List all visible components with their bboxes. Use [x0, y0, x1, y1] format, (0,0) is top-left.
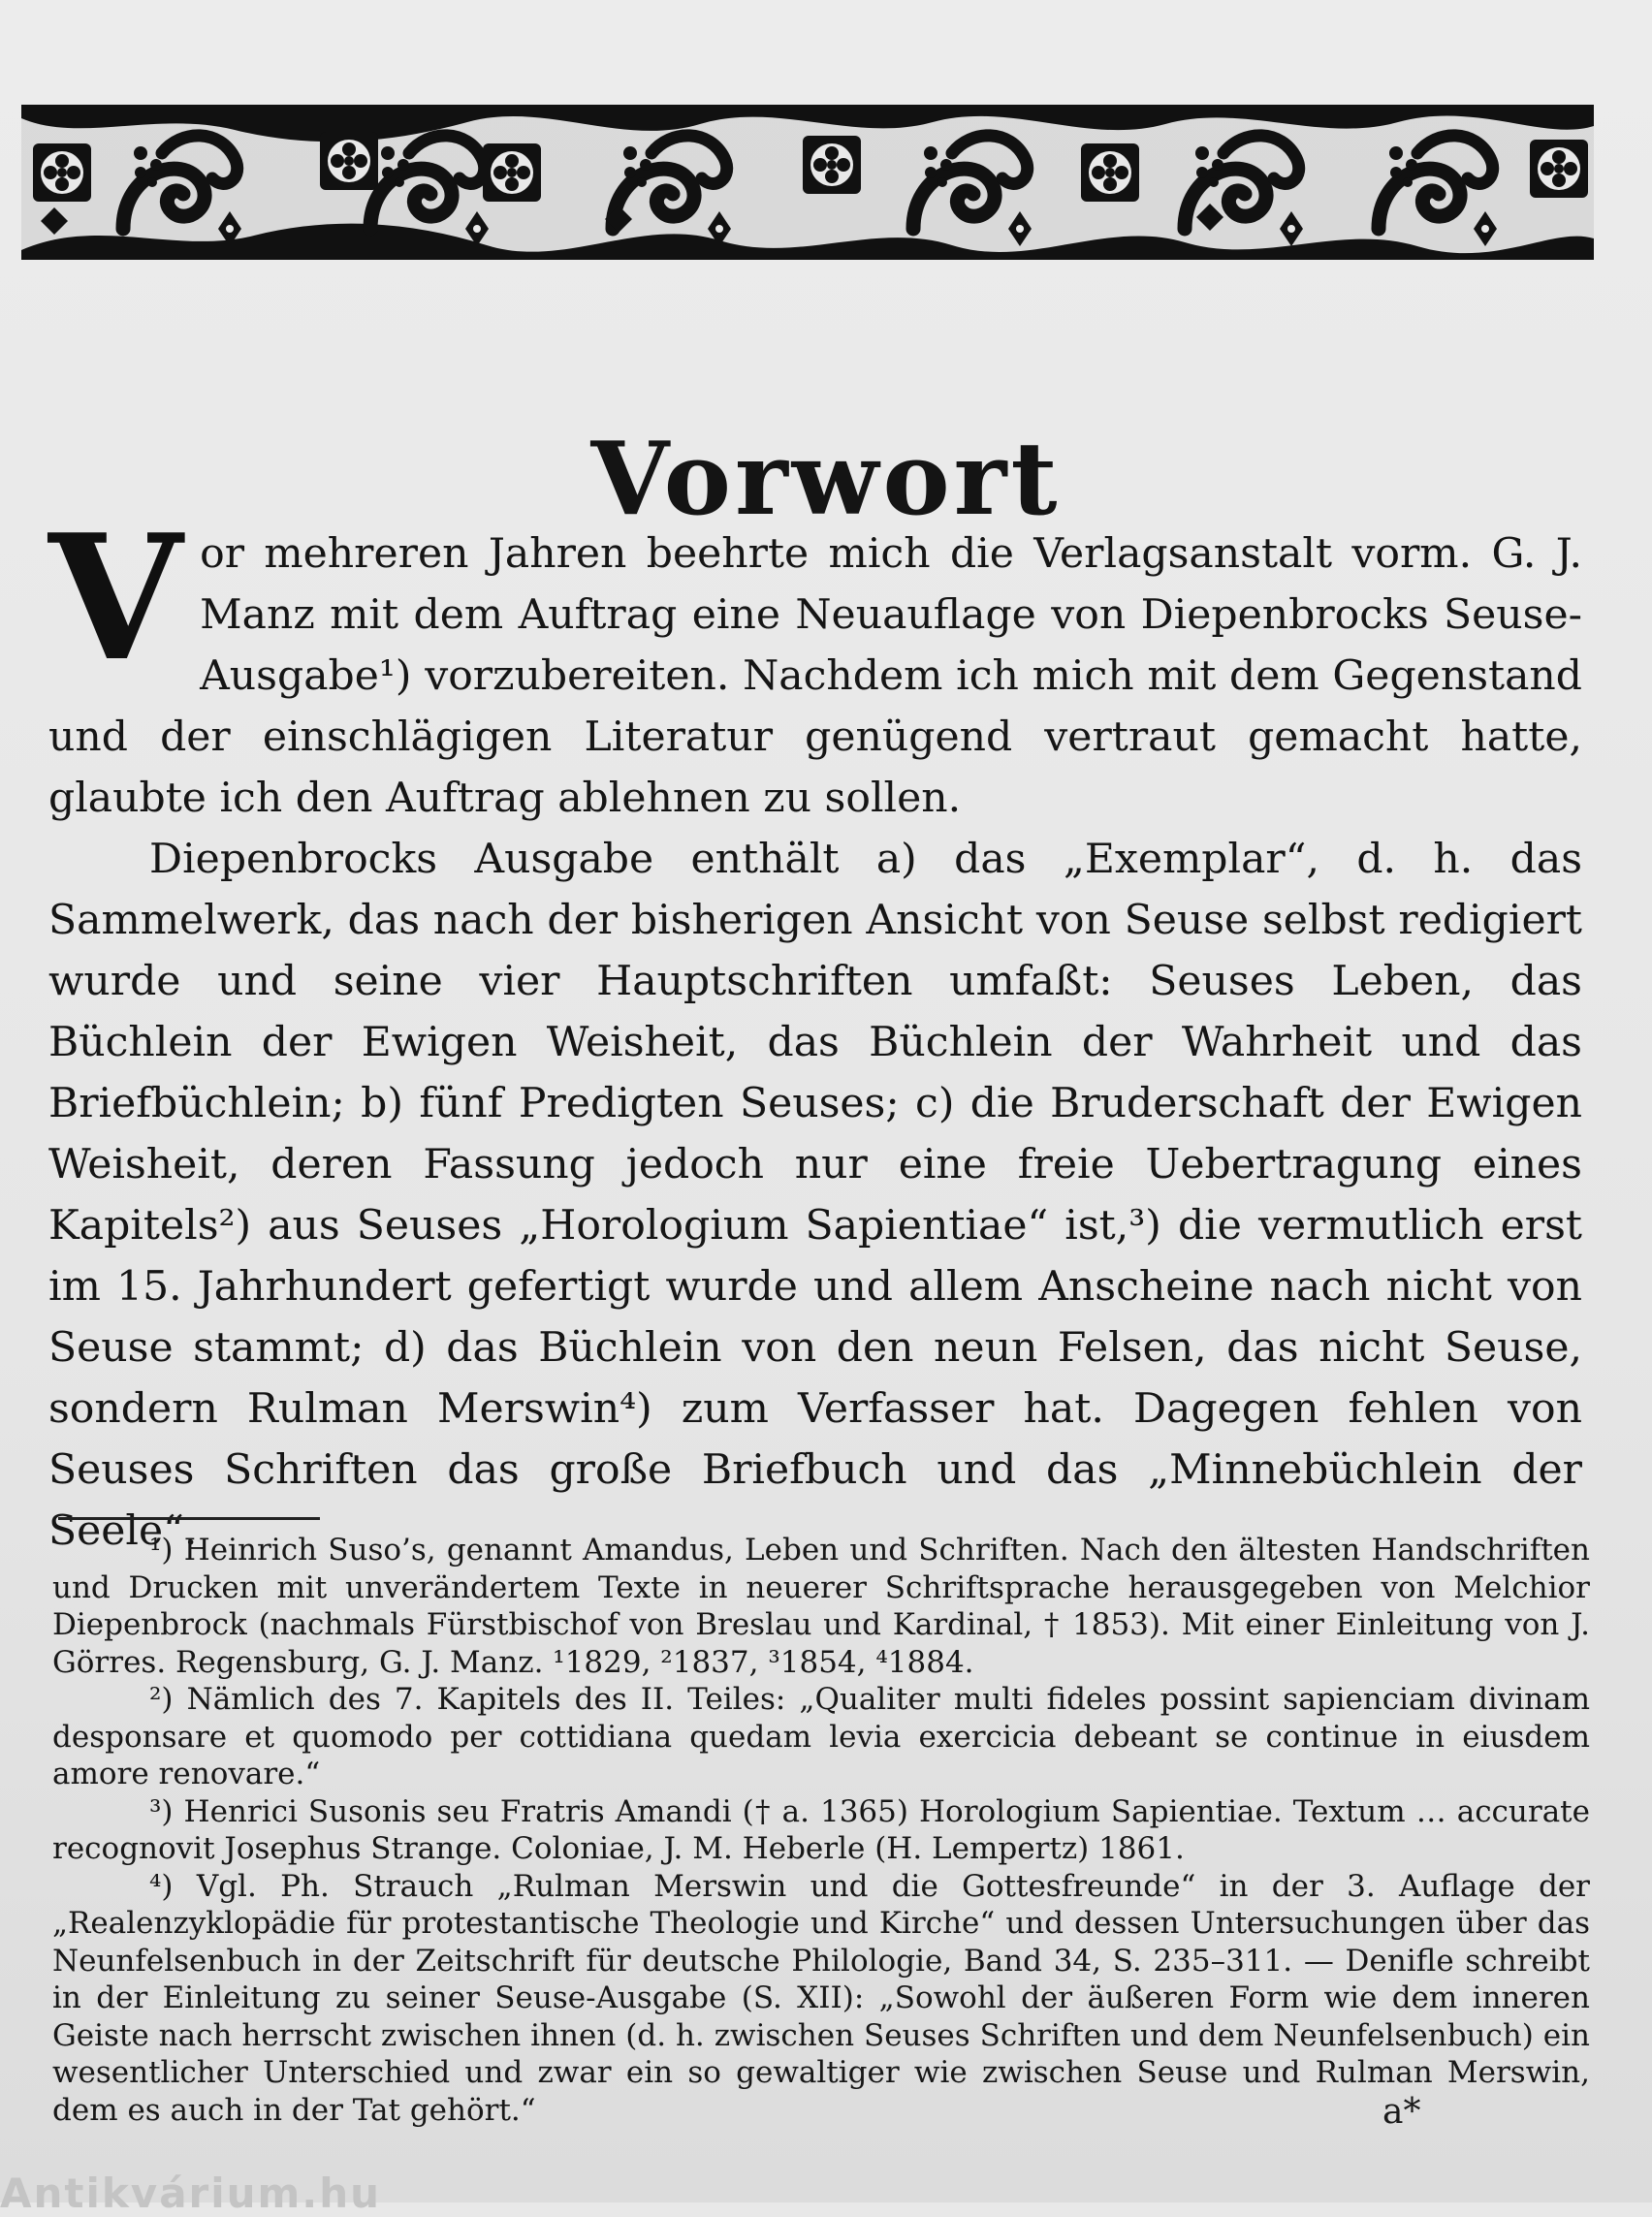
preface-paragraph-2: Diepenbrocks Ausgabe enthält a) das „Exemplar“, d. h. das Sammelwerk, das nach der bisherigen Ansicht von Seuse selbst redigiert wurde und seine vier Hauptschriften umfaßt: Seuses Leben, das Büchlein der Ewigen Weisheit, das Büchlein der Wahrheit und das Briefbüchlein; b) fünf Predigten Seuses; c) die Bruderschaft der Ewigen Weisheit, deren Fassung jedoch nur eine freie Uebertragung eines Kapitels²) aus Seuses „Horologium Sapientiae“ ist,³) die vermutlich erst im 15. Jahrhundert gefertigt wurde und allem Anscheine nach nicht von Seuse stammt; d) das Büchlein von den neun Felsen, das nicht Seuse, sondern Rulman Merswin⁴) zum Verfasser hat. Dagegen fehlen von Seuses Schriften das große Briefbuch und das „Minnebüchlein der Seele“.	[48, 836, 1582, 1555]
watermark: Antikvárium.hu	[0, 2169, 382, 2217]
footnotes	[52, 1532, 1590, 2129]
footnote-2: ²) Nämlich des 7. Kapitels des II. Teiles: „Qualiter multi fideles possint sapienciam divinam desponsare et quomodo per cottidiana quedam levia exercicia debeant se continue in eiusdem amore renovare.“	[52, 1682, 1590, 1791]
decorative-ornament-band	[21, 105, 1594, 260]
signature-mark: a*	[1382, 2092, 1421, 2132]
preface-paragraph-1-text: or mehreren Jahren beehrte mich die Verlagsanstalt vorm. G. J. Manz mit dem Auftrag eine Neuauflage von Diepenbrocks Seuse-Ausgabe¹) vorzubereiten. Nachdem ich mich mit dem Gegenstand und der einschlägigen Literatur genügend vertraut gemacht hatte, glaubte ich den Auftrag ablehnen zu sollen.	[48, 530, 1582, 822]
footnote-4: ⁴) Vgl. Ph. Strauch „Rulman Merswin und die Gottesfreunde“ in der 3. Auflage der „Realenzyklopädie für protestantische Theologie und Kirche“ und dessen Untersuchungen über das Neunfelsenbuch in der Zeitschrift für deutsche Philologie, Band 34, S. 235–311. — Denifle schreibt in der Einleitung zu seiner Seuse-Ausgabe (S. XII): „Sowohl der äußeren Form wie dem inneren Geiste nach herrscht zwischen ihnen (d. h. zwischen Seuses Schriften und dem Neunfelsenbuch) ein wesentlicher Unterschied und zwar ein so gewaltiger wie zwischen Seuse und Rulman Merswin, dem es auch in der Tat gehört.“	[52, 1868, 1590, 2128]
drop-cap: V	[48, 496, 183, 699]
footnote-1: ¹) Heinrich Suso’s, genannt Amandus, Leben und Schriften. Nach den ältesten Handschriften und Drucken mit unverändertem Texte in neuerer Schriftsprache herausgegeben von Melchior Diepenbrock (nachmals Fürstbischof von Breslau und Kardinal, † 1853). Mit einer Einleitung von J. Görres. Regensburg, G. J. Manz. ¹1829, ²1837, ³1854, ⁴1884.	[52, 1533, 1590, 1680]
preface-paragraph-1	[48, 496, 1582, 829]
page-title: Vorwort	[590, 418, 1062, 538]
footnote-3: ³) Henrici Susonis seu Fratris Amandi († a. 1365) Horologium Sapientiae. Textum … accurate recognovit Josephus Strange. Coloniae, J. M. Heberle (H. Lempertz) 1861.	[52, 1793, 1590, 1866]
footnote-divider	[58, 1517, 320, 1520]
preface-body	[48, 496, 1582, 1562]
